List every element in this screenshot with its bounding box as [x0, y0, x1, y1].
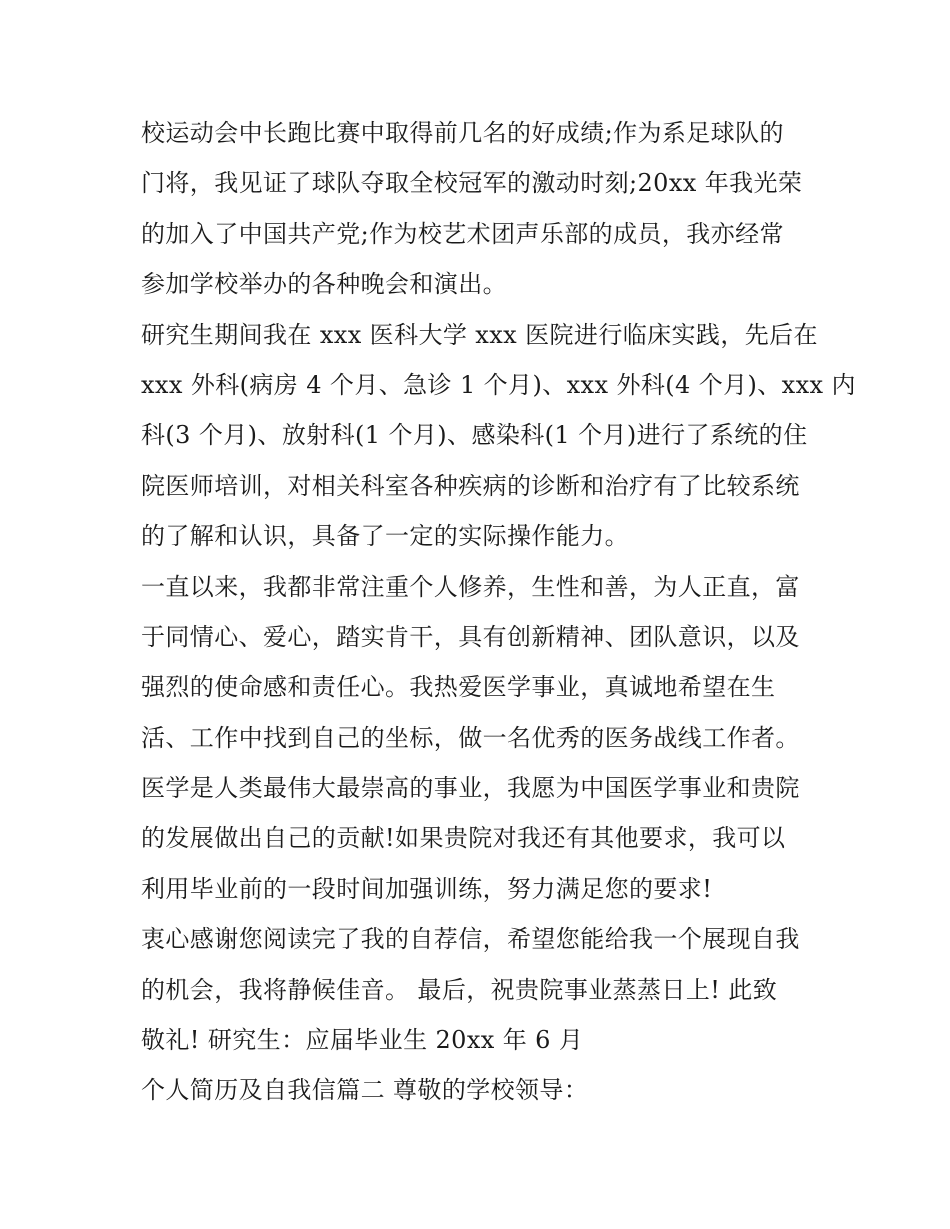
text-line: 个人简历及自我信篇二 尊敬的学校领导： [141, 1076, 589, 1105]
text-line: 敬礼! 研究生：应届毕业生 20xx 年 6 月 [141, 1026, 584, 1055]
text-line: 的了解和认识，具备了一定的实际操作能力。 [141, 522, 629, 551]
text-line: 的机会，我将静候佳音。 最后，祝贵院事业蒸蒸日上! 此致 [141, 975, 778, 1004]
text-line: xxx 外科(病房 4 个月、急诊 1 个月)、xxx 外科(4 个月)、xxx 内 [141, 370, 856, 399]
document-body [141, 108, 856, 1116]
text-line: 的发展做出自己的贡献!如果贵院对我还有其他要求，我可以 [141, 824, 786, 853]
text-line: 院医师培训，对相关科室各种疾病的诊断和治疗有了比较系统 [141, 471, 800, 500]
text-line: 衷心感谢您阅读完了我的自荐信，希望您能给我一个展现自我 [141, 925, 800, 954]
text-line: 参加学校举办的各种晚会和演出。 [141, 270, 507, 299]
text-line: 科(3 个月)、放射科(1 个月)、感染科(1 个月)进行了系统的住 [141, 421, 808, 450]
text-line: 一直以来，我都非常注重个人修养，生性和善，为人正直，富 [141, 572, 800, 601]
text-line: 强烈的使命感和责任心。我热爱医学事业，真诚地希望在生 [141, 673, 776, 702]
text-line: 研究生期间我在 xxx 医科大学 xxx 医院进行临床实践，先后在 [141, 320, 818, 349]
text-line: 的加入了中国共产党;作为校艺术团声乐部的成员，我亦经常 [141, 219, 784, 248]
text-line: 利用毕业前的一段时间加强训练，努力满足您的要求! [141, 874, 713, 903]
text-line: 门将，我见证了球队夺取全校冠军的激动时刻;20xx 年我光荣 [141, 169, 803, 198]
text-line: 医学是人类最伟大最崇高的事业，我愿为中国医学事业和贵院 [141, 774, 800, 803]
text-line: 活、工作中找到自己的坐标，做一名优秀的医务战线工作者。 [141, 723, 800, 752]
text-line: 于同情心、爱心，踏实肯干，具有创新精神、团队意识，以及 [141, 622, 800, 651]
text-line: 校运动会中长跑比赛中取得前几名的好成绩;作为系足球队的 [141, 119, 784, 147]
